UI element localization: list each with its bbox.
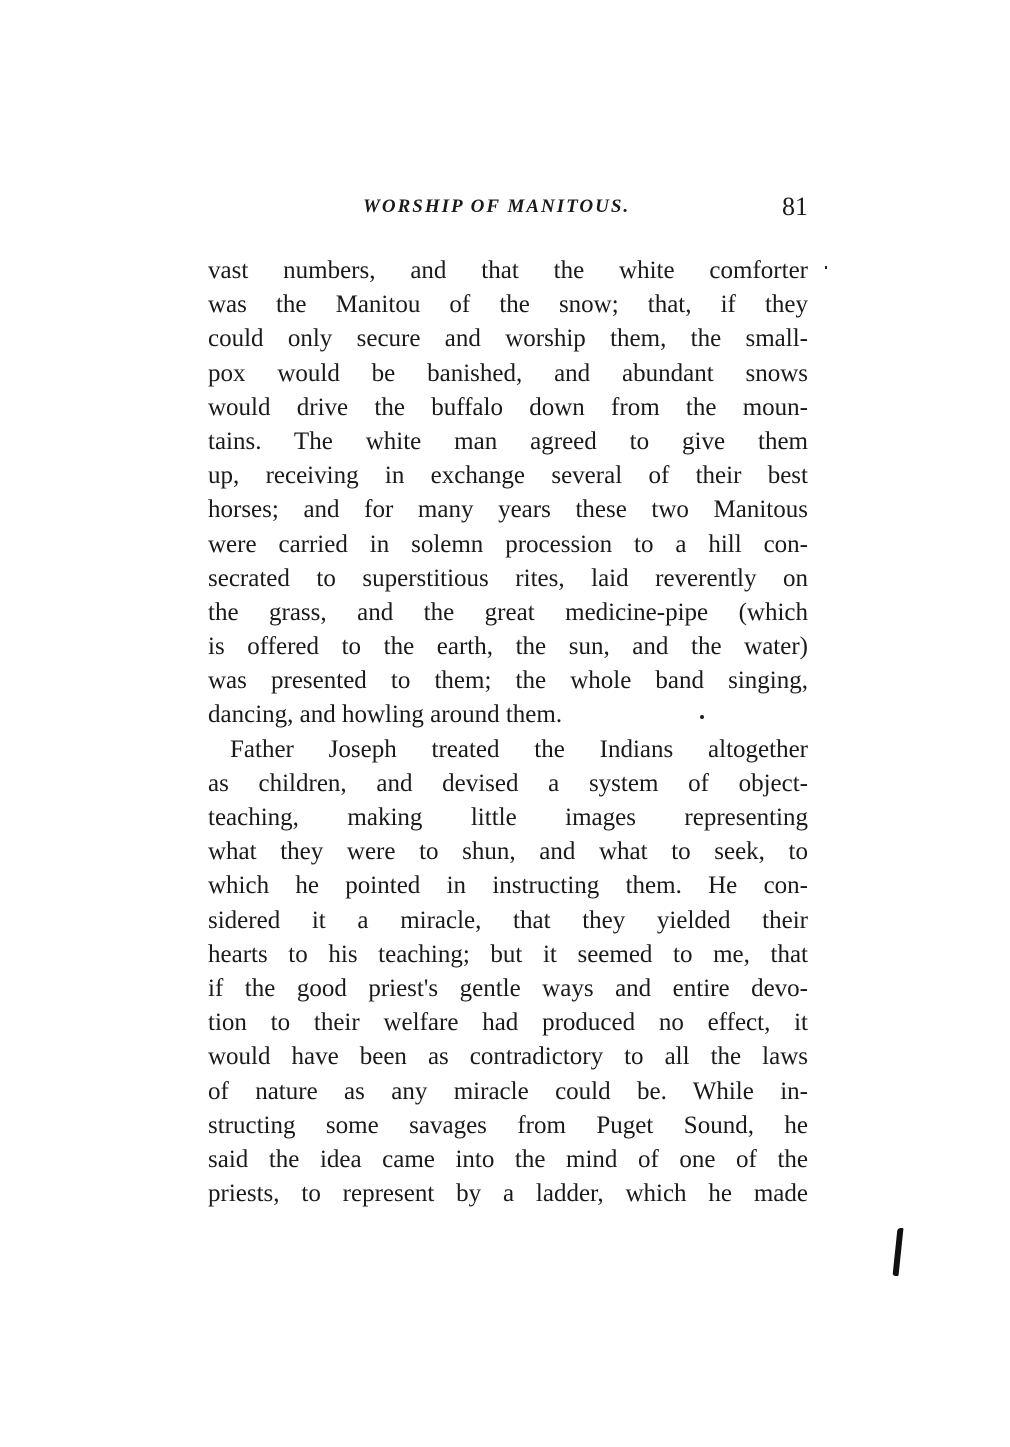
text-line: was the Manitou of the snow; that, if they (208, 291, 808, 319)
text-line: as children, and devised a system of object- (208, 769, 808, 797)
text-line: hearts to his teaching; but it seemed to me, that (208, 940, 808, 968)
scan-speck (825, 266, 827, 269)
text-line: horses; and for many years these two Manitous (208, 496, 808, 524)
text-line: vast numbers, and that the white comforter (208, 257, 808, 284)
text-line: if the good priest's gentle ways and entire devo- (208, 974, 808, 1002)
running-title: WORSHIP OF MANITOUS. (363, 196, 631, 217)
text-line: was presented to them; the whole band singing, (208, 667, 808, 695)
text-line: the grass, and the great medicine-pipe (which (208, 598, 808, 626)
running-head (208, 192, 808, 228)
text-line: up, receiving in exchange several of their best (208, 462, 808, 490)
text-line: teaching, making little images representing (208, 804, 808, 831)
text-line: priests, to represent by a ladder, which he made (208, 1180, 808, 1208)
page-number: 81 (782, 192, 808, 221)
scan-speck (700, 715, 704, 719)
body-text (208, 254, 808, 1211)
scan-edge-mark (892, 1228, 903, 1276)
text-line: tion to their welfare had produced no effect, it (208, 1009, 808, 1037)
paragraph-end-line: dancing, and howling around them. (208, 701, 563, 729)
text-line: pox would be banished, and abundant snows (208, 359, 808, 387)
text-line: which he pointed in instructing them. He con- (208, 872, 808, 900)
text-line: were carried in solemn procession to a hill con- (208, 530, 808, 558)
text-line: tains. The white man agreed to give them (208, 427, 808, 455)
text-line: said the idea came into the mind of one of the (208, 1145, 808, 1173)
text-line: structing some savages from Puget Sound, he (208, 1111, 808, 1139)
text-line: of nature as any miracle could be. While in- (208, 1077, 808, 1105)
text-line: is offered to the earth, the sun, and the water) (208, 633, 808, 661)
text-line: would have been as contradictory to all the laws (208, 1043, 808, 1071)
text-line: sidered it a miracle, that they yielded their (208, 906, 808, 934)
text-line: would drive the buffalo down from the moun- (208, 393, 808, 421)
text-line: secrated to superstitious rites, laid reverently on (208, 564, 808, 592)
paragraph-start-line: Father Joseph treated the Indians altogether (230, 735, 808, 763)
text-line: what they were to shun, and what to seek, to (208, 838, 808, 866)
text-line: could only secure and worship them, the small- (208, 325, 808, 353)
